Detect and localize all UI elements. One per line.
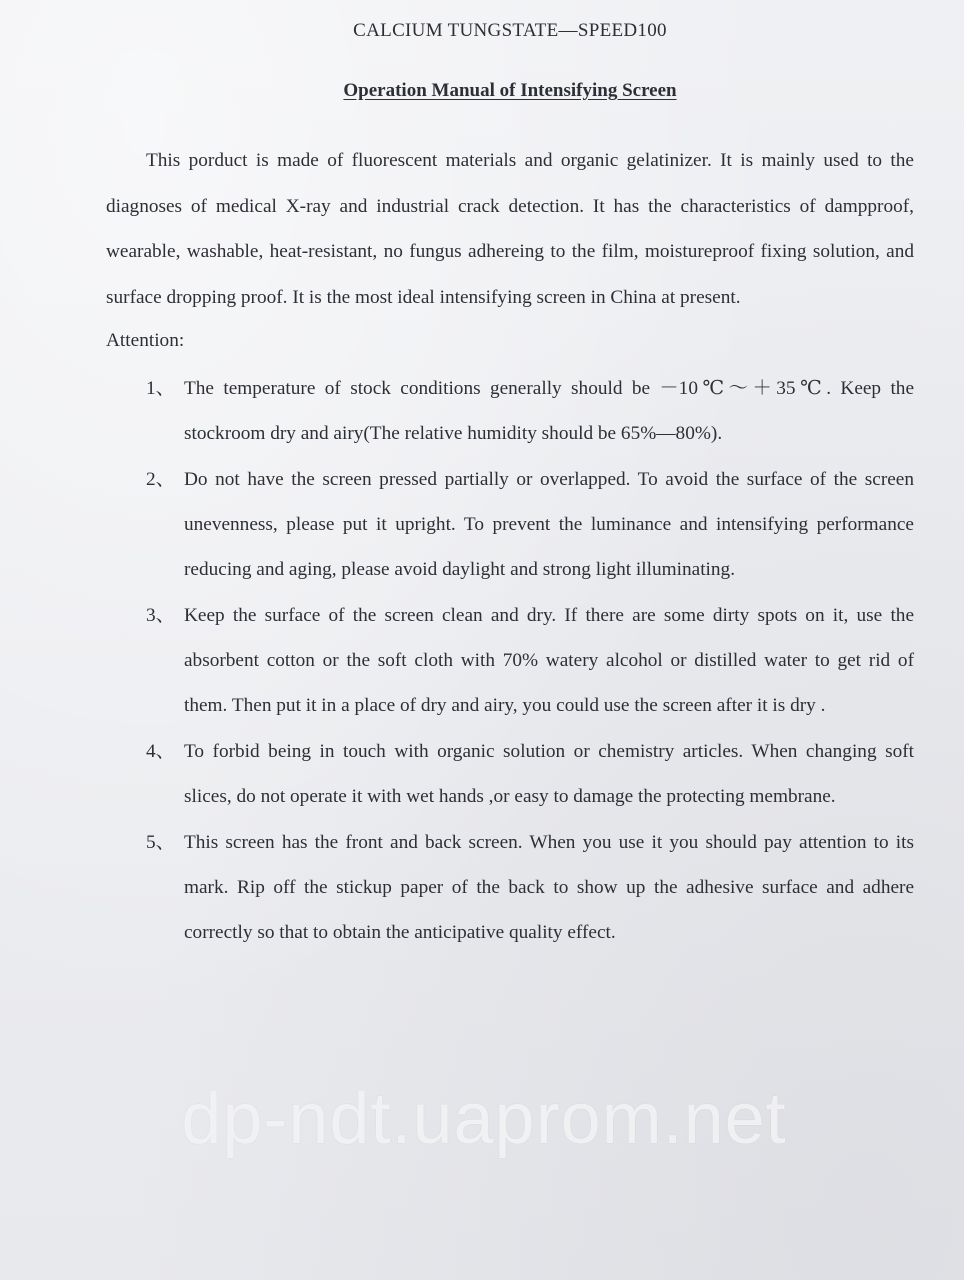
item-number: 2、 — [146, 469, 175, 490]
intro-paragraph: This porduct is made of fluorescent materials and organic gelatinizer. It is mainly used to the diagnoses of medical X-ray and industrial crack detection. It has the characteristics of dampproof, wearable, washable, heat-resistant, no fungus adhereing to the film, moistureproof fixing solution, and surface dropping proof. It is the most ideal intensifying screen in China at present. — [106, 150, 914, 308]
item-text: The temperature of stock conditions generally should be －10℃～＋35℃. Keep the stockroom dry and airy(The relative humidity should be 65%—80%). — [184, 378, 914, 444]
item-number: 4、 — [146, 741, 175, 762]
document-header: CALCIUM TUNGSTATE—SPEED100 — [353, 20, 667, 41]
list-item — [146, 729, 914, 819]
watermark-text: dp-ndt.uaprom.net — [181, 1079, 787, 1159]
document-title: Operation Manual of Intensifying Screen — [343, 80, 677, 101]
item-text: This screen has the front and back screen. When you use it you should pay attention to its mark. Rip off the stickup paper of the back to show up the adhesive surface and adhere correctly so that to obtain the anticipative quality effect. — [184, 832, 914, 943]
list-item — [146, 366, 914, 456]
item-text: Keep the surface of the screen clean and dry. If there are some dirty spots on it, use the absorbent cotton or the soft cloth with 70% watery alcohol or distilled water to get rid of them. Then put it in a place of dry and airy, you could use the screen after it is dry . — [184, 605, 914, 716]
list-item — [146, 457, 914, 592]
item-number: 1、 — [146, 378, 175, 399]
attention-label: Attention: — [106, 330, 185, 351]
item-text: Do not have the screen pressed partially or overlapped. To avoid the surface of the screen unevenness, please put it upright. To prevent the luminance and intensifying performance reducing and aging, please avoid daylight and strong light illuminating. — [184, 469, 914, 580]
list-item — [146, 820, 914, 955]
list-item — [146, 593, 914, 728]
item-number: 3、 — [146, 605, 175, 626]
item-number: 5、 — [146, 832, 175, 853]
instruction-list — [146, 366, 914, 956]
item-text: To forbid being in touch with organic solution or chemistry articles. When changing soft slices, do not operate it with wet hands ,or easy to damage the protecting membrane. — [184, 741, 914, 807]
